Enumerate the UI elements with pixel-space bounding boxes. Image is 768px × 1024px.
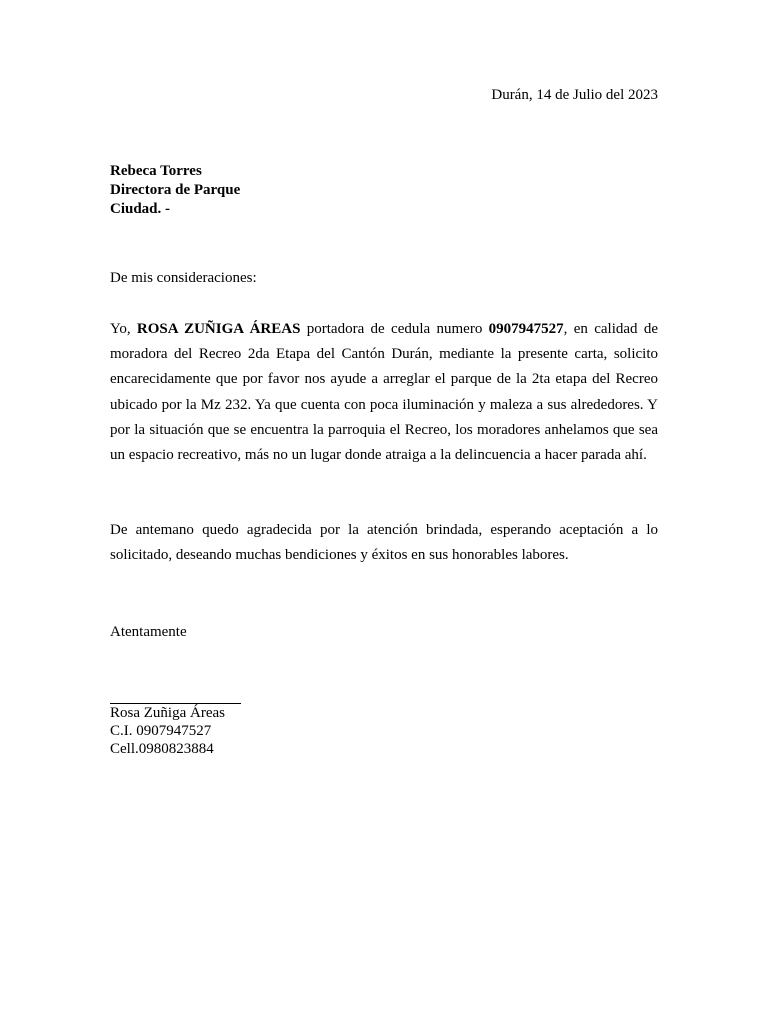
- body-text-request: , en calidad de moradora del Recreo 2da Etapa del Cantón Durán, mediante la presente carta, solicito encarecidamente que por favor nos ayude a arreglar el parque de la 2ta etapa del Recreo ubicado por la Mz 232. Ya que cuenta con poca iluminación y maleza a sus alrededores. Y por la situación que se encuentra la parroquia el Recreo, los moradores anhelamos que sea un espacio recreativo, más no un lugar donde atraiga a la delincuencia a hacer parada ahí.: [110, 321, 659, 464]
- body-paragraph-1: [110, 317, 658, 468]
- signature-cell: Cell.0980823884: [110, 741, 214, 757]
- recipient-city: Ciudad. -: [110, 201, 171, 217]
- closing: Atentamente: [110, 624, 187, 640]
- letter-date: Durán, 14 de Julio del 2023: [491, 87, 658, 103]
- recipient-name: Rebeca Torres: [110, 163, 202, 179]
- body-text-id-label: portadora de cedula numero: [300, 321, 489, 337]
- signature-name: Rosa Zuñiga Áreas: [110, 705, 225, 721]
- sender-name-bold: ROSA ZUÑIGA ÁREAS: [136, 321, 301, 337]
- body-paragraph-2: De antemano quedo agradecida por la atención brindada, esperando aceptación a lo solicitado, deseando muchas bendiciones y éxitos en sus honorables labores.: [110, 522, 658, 564]
- recipient-title: Directora de Parque: [110, 182, 241, 198]
- greeting: De mis consideraciones:: [110, 270, 257, 286]
- body-text-intro: Yo,: [110, 321, 137, 337]
- signature-block: [110, 704, 225, 758]
- sender-id-bold: 0907947527: [488, 321, 564, 337]
- signature-ci: C.I. 0907947527: [110, 723, 212, 739]
- recipient-block: [110, 162, 240, 219]
